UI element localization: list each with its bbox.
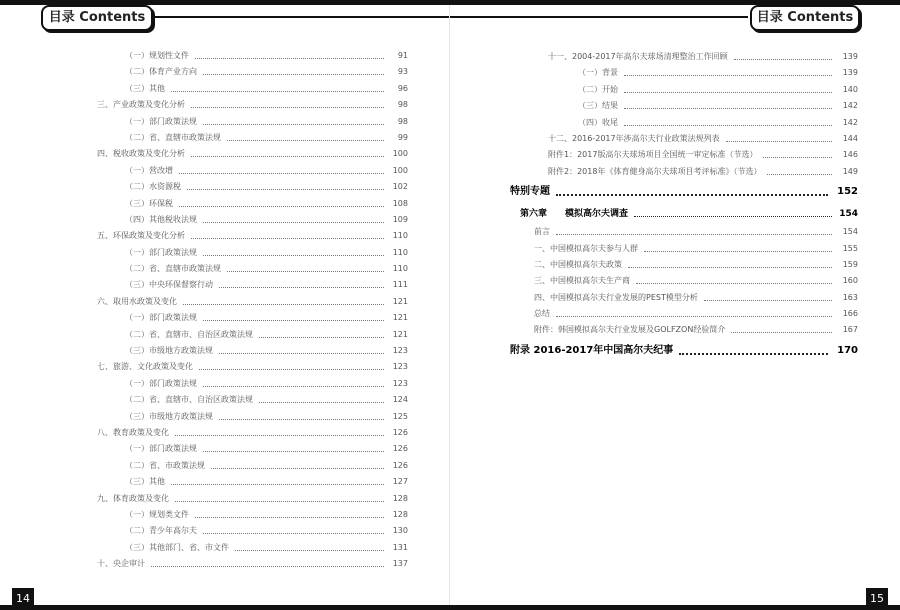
toc-entry-title: 附件：韩国模拟高尔夫行业发展及GOLFZON经验简介 <box>534 325 726 335</box>
toc-entry-title: （三）其他 <box>125 83 165 93</box>
page-number-right: 15 <box>866 588 888 610</box>
dot-leader <box>624 65 832 76</box>
dot-leader <box>227 130 384 141</box>
toc-entry-page: 152 <box>837 186 858 198</box>
toc-entry-page: 126 <box>392 460 408 470</box>
dot-leader <box>203 64 384 75</box>
toc-entry-title: 附件2：2018年《体育健身高尔夫球项目考评标准》（节选） <box>548 166 762 176</box>
dot-leader <box>731 322 832 333</box>
dot-leader <box>219 343 384 354</box>
dot-leader <box>195 507 384 518</box>
toc-entry-page: 109 <box>392 214 408 224</box>
toc-entry-title: （二）水资源税 <box>125 182 181 192</box>
toc-entry-page: 110 <box>392 247 408 257</box>
dot-leader <box>195 48 384 59</box>
toc-entry-page: 110 <box>392 264 408 274</box>
dot-leader <box>211 458 384 469</box>
toc-entry-title: 三、中国模拟高尔夫生产商 <box>534 276 630 286</box>
header-rule-right <box>450 16 748 18</box>
dot-leader <box>556 224 832 235</box>
dot-leader <box>203 523 384 534</box>
dot-leader <box>199 359 384 370</box>
toc-entry-title: 附件1：2017版高尔夫球场项目全国统一审定标准（节选） <box>548 150 758 160</box>
toc-entry-page: 110 <box>392 231 408 241</box>
toc-entry-page: 111 <box>392 280 408 290</box>
dot-leader <box>235 540 384 551</box>
toc-entry-title: 前言 <box>534 227 550 237</box>
toc-entry-page: 123 <box>392 346 408 356</box>
dot-leader <box>191 97 384 108</box>
toc-entry-page: 166 <box>842 309 858 319</box>
dot-leader <box>203 310 384 321</box>
toc-entry-title: （三）结果 <box>578 101 618 111</box>
toc-entry-title: 十二、2016-2017年涉高尔夫行业政策法规列表 <box>548 133 720 143</box>
toc-entry-title: 特别专题 <box>510 186 550 198</box>
dot-leader <box>624 82 832 93</box>
toc-entry-title: （一）部门政策法规 <box>125 313 197 323</box>
toc-entry-title: 一、中国模拟高尔夫参与人群 <box>534 243 638 253</box>
toc-entry-title: （三）市级地方政策法规 <box>125 346 213 356</box>
toc-entry-page: 128 <box>392 493 408 503</box>
toc-entry-page: 102 <box>392 182 408 192</box>
toc-entry-page: 146 <box>842 150 858 160</box>
toc-entry-page: 131 <box>392 542 408 552</box>
toc-entry-page: 149 <box>842 166 858 176</box>
toc-entry-page: 126 <box>392 444 408 454</box>
dot-leader <box>191 228 384 239</box>
dot-leader <box>259 392 384 403</box>
toc-entry-page: 96 <box>397 83 408 93</box>
toc-entry-title: 七、旅游、文化政策及变化 <box>97 362 193 372</box>
dot-leader <box>628 257 832 268</box>
dot-leader <box>191 146 384 157</box>
toc-entry-page: 93 <box>397 67 408 77</box>
page-number-left: 14 <box>12 588 34 610</box>
toc-entry-page: 142 <box>842 117 858 127</box>
toc-entry-page: 125 <box>392 411 408 421</box>
toc-entry-page: 155 <box>842 243 858 253</box>
toc-entry-page: 91 <box>397 51 408 60</box>
toc-entry-title: （一）部门政策法规 <box>125 378 197 388</box>
dot-leader <box>556 180 828 196</box>
toc-entry-title: 八、教育政策及变化 <box>97 427 169 437</box>
toc-entry-title: （二）青少年高尔夫 <box>125 526 197 536</box>
bottom-border <box>0 605 900 610</box>
toc-entry-title: （二）体育产业方向 <box>125 67 197 77</box>
toc-entry-title: （二）省、直辖市政策法规 <box>125 264 221 274</box>
toc-entry-page: 159 <box>842 259 858 269</box>
dot-leader <box>556 306 832 317</box>
toc-entry-title: （一）规划类文件 <box>125 509 189 519</box>
toc-entry-page: 163 <box>842 292 858 302</box>
toc-entry-page: 127 <box>392 477 408 487</box>
dot-leader <box>634 204 832 217</box>
toc-entry-title: 总结 <box>534 309 550 319</box>
toc-entry-title: （一）营改增 <box>125 165 173 175</box>
toc-entry-page: 98 <box>397 100 408 110</box>
dot-leader <box>183 294 384 305</box>
toc-entry-title: （一）部门政策法规 <box>125 247 197 257</box>
dot-leader <box>203 212 384 223</box>
toc-entry-page: 128 <box>392 509 408 519</box>
toc-entry-page: 126 <box>392 427 408 437</box>
dot-leader <box>203 441 384 452</box>
dot-leader <box>726 131 832 142</box>
dot-leader <box>203 245 384 256</box>
dot-leader <box>624 115 832 126</box>
toc-entry-page: 121 <box>392 329 408 339</box>
toc-entry-title: （四）收尾 <box>578 117 618 127</box>
toc-entry-page: 140 <box>842 84 858 94</box>
toc-entry-page: 142 <box>842 101 858 111</box>
contents-badge-left: 目录 Contents <box>41 5 153 31</box>
toc-entry-page: 154 <box>842 227 858 237</box>
toc-entry-title: （四）其他税收法规 <box>125 214 197 224</box>
toc-entry-title: 三、产业政策及变化分析 <box>97 100 185 110</box>
toc-entry-page: 121 <box>392 296 408 306</box>
toc-entry-page: 137 <box>392 559 408 569</box>
page-gutter <box>449 5 450 605</box>
dot-leader <box>624 98 832 109</box>
dot-leader <box>644 241 832 252</box>
dot-leader <box>151 556 384 567</box>
dot-leader <box>187 179 384 190</box>
toc-entry-title: （二）省、直辖市政策法规 <box>125 132 221 142</box>
toc-entry-title: （三）环保税 <box>125 198 173 208</box>
toc-entry-page: 100 <box>392 149 408 159</box>
toc-entry-title: （一）背景 <box>578 68 618 78</box>
toc-entry-page: 139 <box>842 52 858 61</box>
toc-entry-title: 十一、2004-2017年高尔夫球场清理整治工作回顾 <box>548 52 728 61</box>
toc-entry-title: （三）其他部门、省、市文件 <box>125 542 229 552</box>
header-rule-left <box>150 16 450 18</box>
toc-entry-title: （二）开始 <box>578 84 618 94</box>
toc-entry-page: 124 <box>392 395 408 405</box>
toc-entry-title: 四、中国模拟高尔夫行业发展的PEST模型分析 <box>534 292 698 302</box>
toc-entry-title: （二）省、直辖市、自治区政策法规 <box>125 395 253 405</box>
toc-entry-page: 154 <box>839 209 858 220</box>
toc-entry-title: （一）部门政策法规 <box>125 444 197 454</box>
dot-leader <box>175 425 384 436</box>
toc-entry-page: 99 <box>397 132 408 142</box>
toc-entry-title: 十、央企审计 <box>97 559 145 569</box>
toc-entry-page: 167 <box>842 325 858 335</box>
toc-entry-page: 123 <box>392 362 408 372</box>
toc-entry-title: 第六章 模拟高尔夫调查 <box>520 209 629 220</box>
toc-entry-page: 108 <box>392 198 408 208</box>
dot-leader <box>259 327 384 338</box>
toc-entry-title: （一）规划性文件 <box>125 51 189 60</box>
toc-entry-page: 121 <box>392 313 408 323</box>
dot-leader <box>175 491 384 502</box>
toc-entry-title: 六、取用水政策及变化 <box>97 296 177 306</box>
dot-leader <box>219 409 384 420</box>
toc-entry-page: 98 <box>397 116 408 126</box>
toc-entry-page: 130 <box>392 526 408 536</box>
dot-leader <box>636 273 832 284</box>
dot-leader <box>179 163 384 174</box>
toc-entry-title: 五、环保政策及变化分析 <box>97 231 185 241</box>
toc-entry-title: 九、体育政策及变化 <box>97 493 169 503</box>
dot-leader <box>179 196 384 207</box>
toc-entry-page: 123 <box>392 378 408 388</box>
toc-entry-page: 144 <box>842 133 858 143</box>
dot-leader <box>227 261 384 272</box>
toc-entry-page: 170 <box>837 344 858 356</box>
contents-badge-right: 目录 Contents <box>750 5 860 31</box>
toc-entry-page: 100 <box>392 165 408 175</box>
toc-entry-page: 139 <box>842 68 858 78</box>
toc-entry-page: 160 <box>842 276 858 286</box>
dot-leader <box>704 290 832 301</box>
dot-leader <box>679 339 828 355</box>
toc-entry-title: （一）部门政策法规 <box>125 116 197 126</box>
toc-entry-title: 四、税收政策及变化分析 <box>97 149 185 159</box>
toc-entry-title: （三）其他 <box>125 477 165 487</box>
toc-entry-title: （二）省、直辖市、自治区政策法规 <box>125 329 253 339</box>
dot-leader <box>171 474 384 485</box>
toc-entry-title: 附录 2016-2017年中国高尔夫纪事 <box>510 344 674 356</box>
toc-entry-title: （三）中央环保督察行动 <box>125 280 213 290</box>
dot-leader <box>171 81 384 92</box>
dot-leader <box>203 376 384 387</box>
toc-entry-title: 二、中国模拟高尔夫政策 <box>534 259 622 269</box>
toc-entry-title: （三）市级地方政策法规 <box>125 411 213 421</box>
toc-entry-title: （二）省、市政策法规 <box>125 460 205 470</box>
dot-leader <box>203 114 384 125</box>
dot-leader <box>219 277 384 288</box>
